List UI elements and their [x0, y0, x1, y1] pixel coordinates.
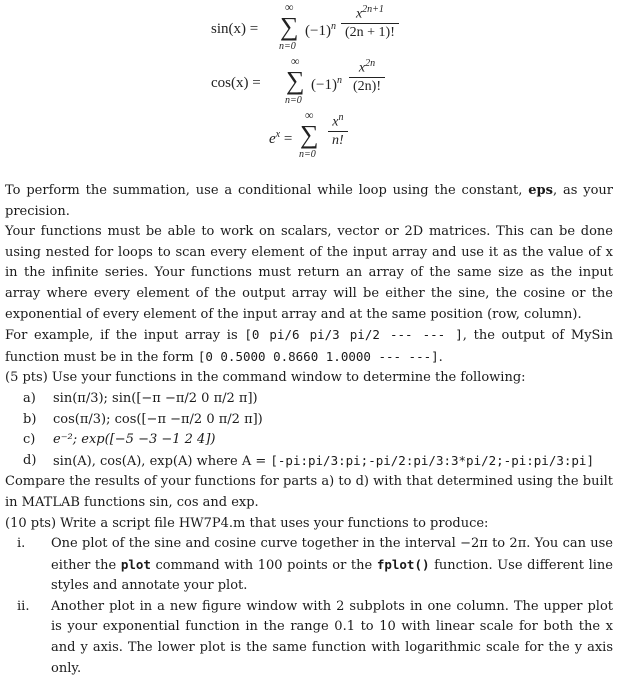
paragraph-requirements: Your functions must be able to work on scalars, vector or 2D matrices. This can be done using nested for loops to scan every element of the input array and use it as the value of x in the infinite series. Your functions must return an array of the same size as the input array where every element of the output array will be either the sine, the cosine or the exponential of every element of the input array and at the same position (row, column).: [5, 224, 613, 322]
paragraph-compare: Compare the results of your functions for parts a) to d) with that determined using the built in MATLAB functions sin, cos and exp.: [5, 474, 613, 510]
assignment-text: [5, 181, 613, 679]
cos-sigma-icon: ∑: [286, 66, 305, 95]
list-item-d: d) sin(A), cos(A), exp(A) where A = [-pi:pi/3:pi;-pi/2:pi/3:3*pi/2;-pi:pi/3:pi]: [23, 452, 594, 469]
sin-sign-term: $(-1)^n$: [305, 21, 336, 39]
sin-series-equation: [211, 0, 421, 56]
sin-sum-lower: n=0: [279, 41, 296, 52]
cos-fraction: $\frac{x^{2n}}{(2n)!}$: [349, 58, 385, 95]
sin-sigma-icon: ∑: [280, 12, 299, 41]
list-item-b: b) cos(π/3); cos([−π −π/2 0 π/2 π]): [23, 411, 263, 427]
cos-sum-lower: n=0: [285, 95, 302, 106]
paragraph-example: For example, if the input array is [0 pi/6 pi/3 pi/2 --- --- ], the output of MySin function must be in the form [0 0.5000 0.8660 1.0000 --- ---].: [5, 327, 613, 365]
list-item-a: a) sin(π/3); sin([−π −π/2 0 π/2 π]): [23, 390, 258, 406]
sin-sum-upper: ∞: [285, 0, 294, 14]
paragraph-part2-heading: (10 pts) Write a script file HW7P4.m that uses your functions to produce:: [5, 515, 489, 531]
exp-sum-upper: ∞: [305, 108, 314, 122]
paragraph-precision: To perform the summation, use a conditional while loop using the constant, eps, as your precision.: [5, 183, 613, 219]
list-item-ii: ii. Another plot in a new figure window with 2 subplots in one column. The upper plot is your exponential function in the range 0.1 to 10 with linear scale for both the x and y axis. The lower plot is the same function with logarithmic scale for the y axis only.: [17, 598, 613, 676]
list-item-i: i. One plot of the sine and cosine curve together in the interval −2π to 2π. You can use either the plot command with 100 points or the fplot() function. Use different line styles and annotate your plot.: [17, 536, 613, 594]
cos-sum-upper: ∞: [291, 54, 300, 68]
exp-series-equation: [211, 108, 411, 168]
list-item-c: c) e⁻²; exp([−5 −3 −1 2 4]): [23, 432, 216, 448]
exp-lhs: $e^x$ =: [269, 129, 293, 147]
cos-lhs: cos(x) =: [211, 75, 261, 91]
sin-fraction: $\frac{x^{2n+1}}{(2n + 1)!}$: [341, 4, 399, 41]
cos-sign-term: $(-1)^n$: [311, 75, 342, 93]
exp-sum-lower: n=0: [299, 149, 316, 160]
paragraph-part1-heading: (5 pts) Use your functions in the command window to determine the following:: [5, 370, 526, 386]
exp-fraction: $\frac{x^n}{n!}$: [328, 112, 348, 149]
exp-sigma-icon: ∑: [300, 120, 319, 149]
sin-lhs: sin(x) =: [211, 21, 259, 37]
cos-series-equation: [211, 54, 411, 110]
